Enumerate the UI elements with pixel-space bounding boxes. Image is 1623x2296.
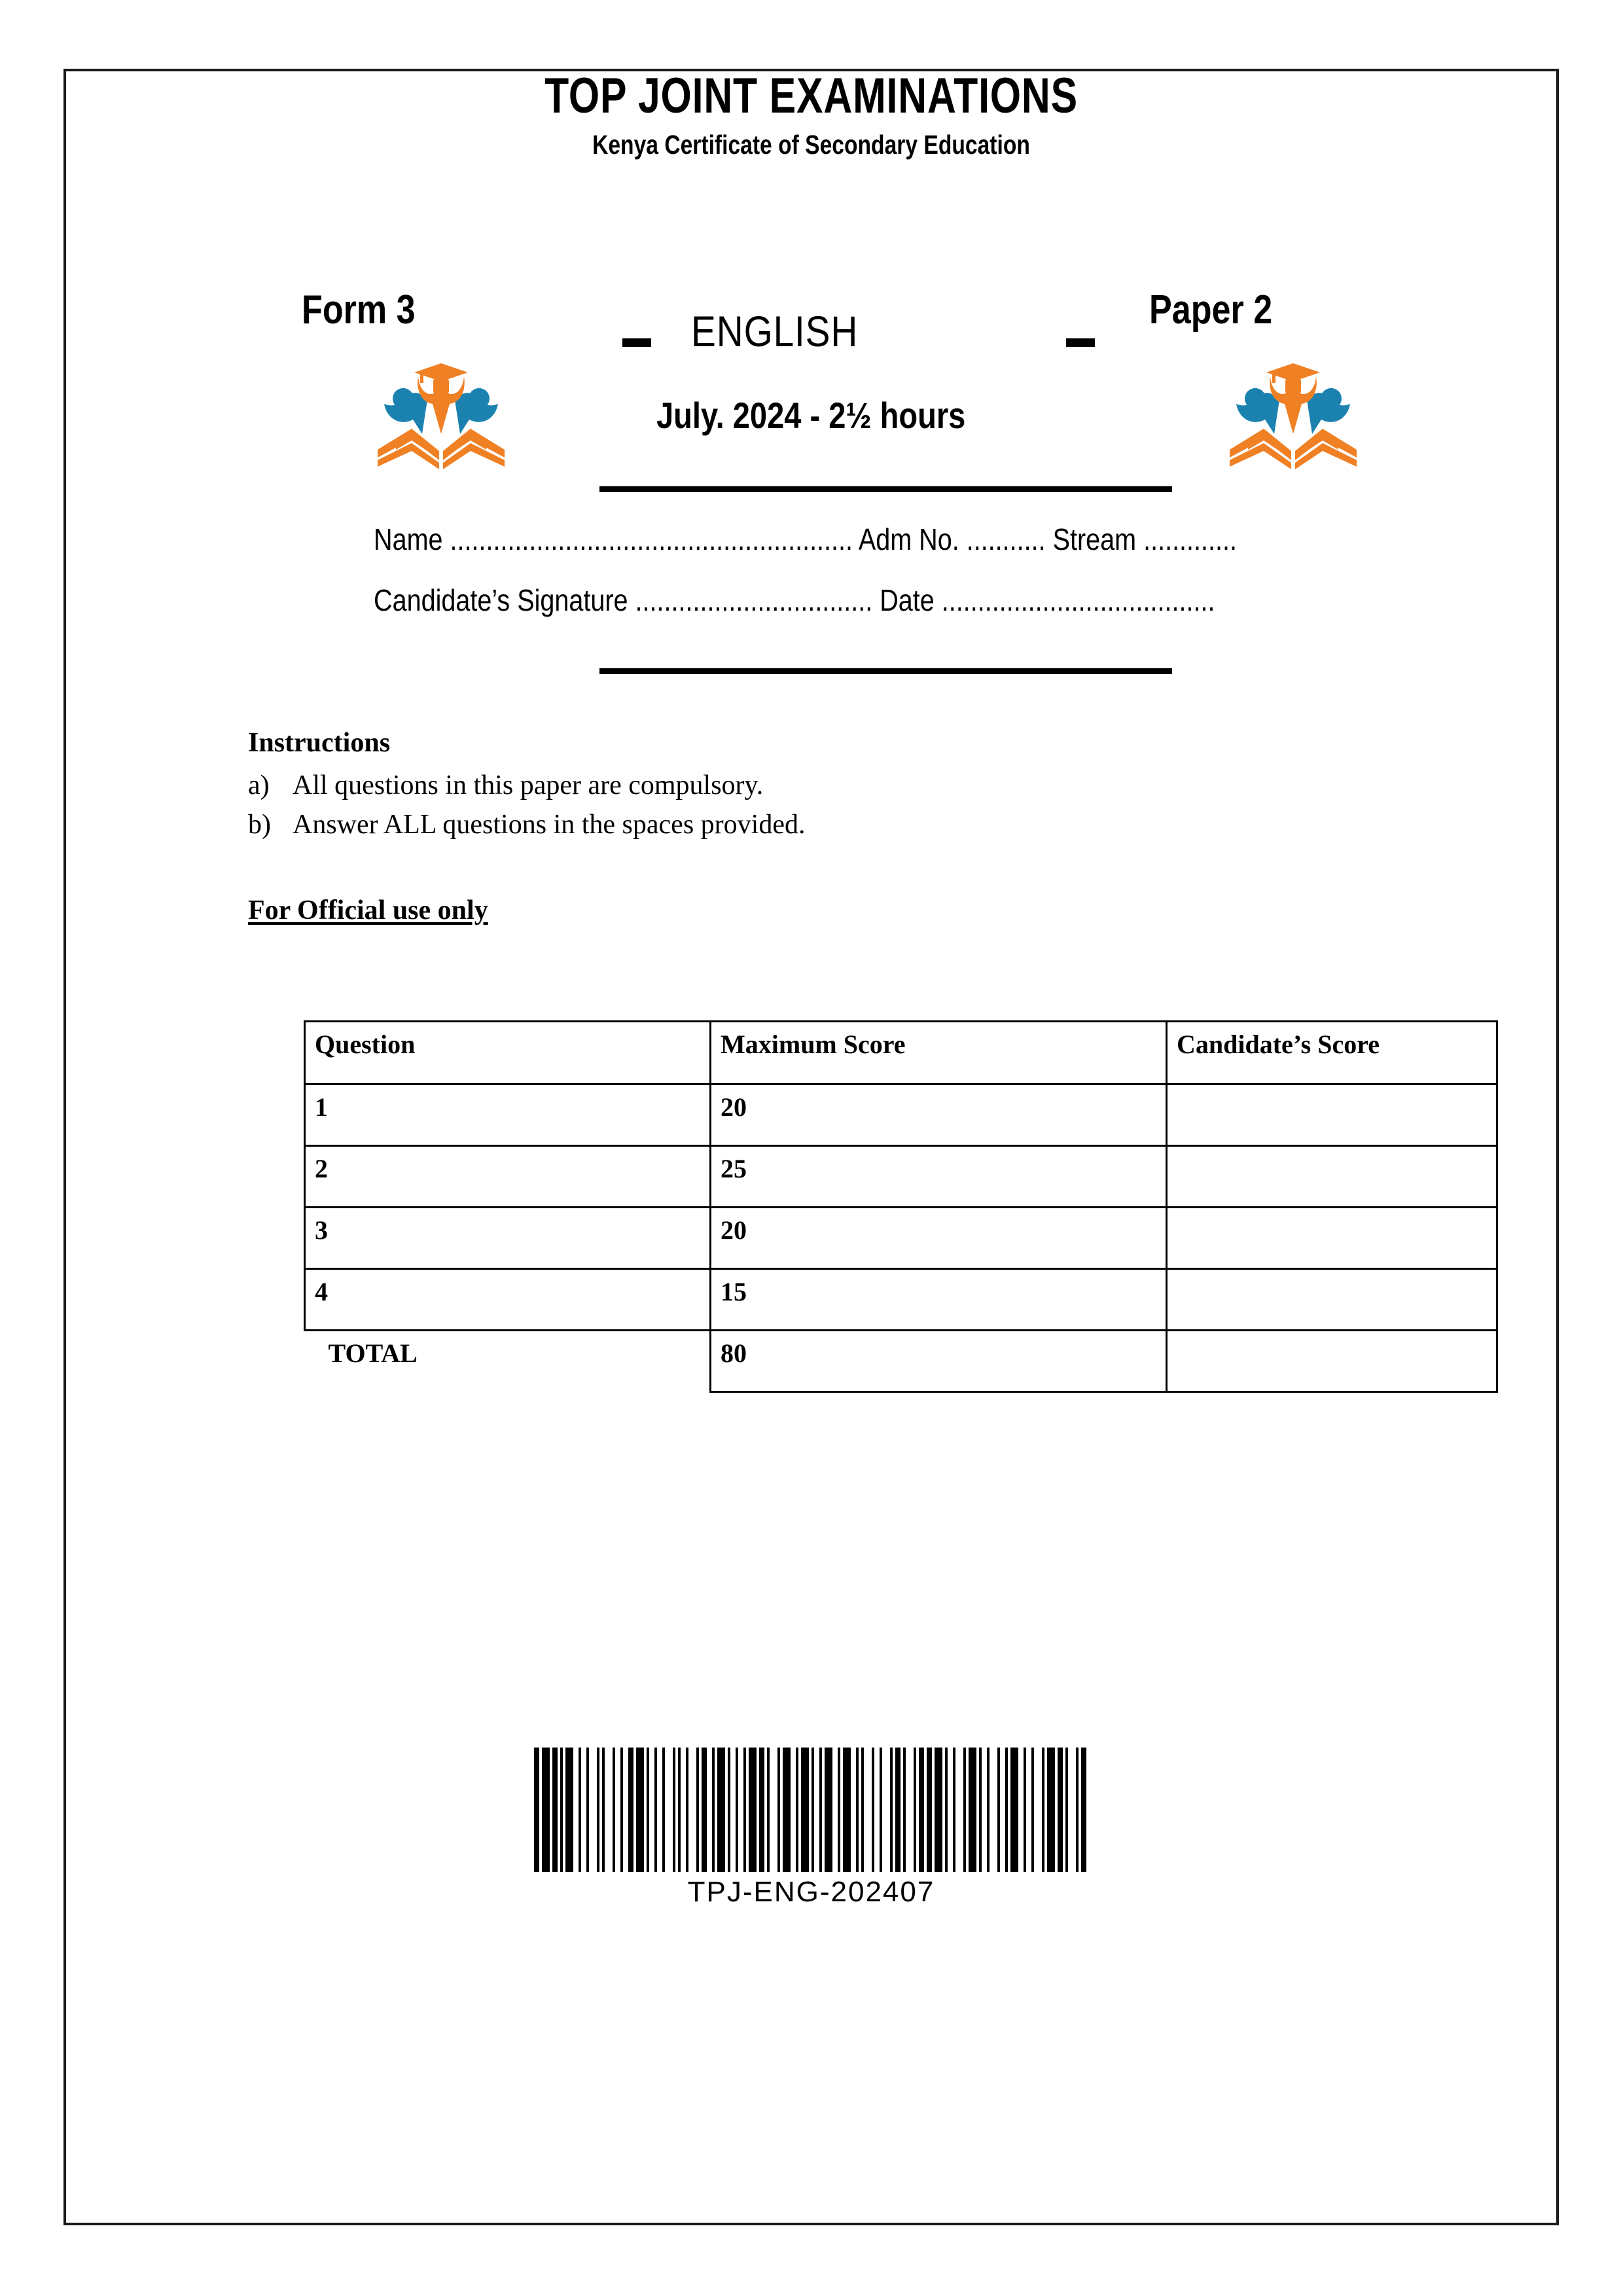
barcode-block	[66, 1739, 1556, 1909]
column-header-candidate-score: Candidate’s Score	[1167, 1022, 1497, 1085]
instructions-heading: Instructions	[248, 728, 391, 758]
cell-total-candidate-score[interactable]	[1167, 1331, 1497, 1392]
candidate-signature-line[interactable]	[374, 585, 1352, 615]
exam-title: TOP JOINT EXAMINATIONS	[544, 68, 1078, 124]
candidate-signature-line-text: Candidate’s Signature ................................. Date ......................................	[374, 583, 1215, 617]
cell-total-maximum-score: 80	[711, 1331, 1167, 1392]
exam-header	[66, 68, 1556, 160]
official-score-table	[304, 1020, 1498, 1393]
table-row	[305, 1269, 1497, 1331]
paper-label: Paper 2	[1149, 287, 1273, 332]
table-row	[305, 1208, 1497, 1269]
instruction-text: Answer ALL questions in the spaces provided.	[293, 810, 806, 840]
cell-question: 2	[305, 1146, 711, 1208]
cell-candidate-score[interactable]	[1167, 1146, 1497, 1208]
date-duration-text: July. 2024 - 2½ hours	[656, 395, 966, 436]
official-use-heading: For Official use only	[248, 895, 488, 925]
instruction-marker: b)	[248, 810, 271, 840]
cell-maximum-score: 20	[711, 1085, 1167, 1146]
header-rule-top	[599, 486, 1172, 492]
cell-candidate-score[interactable]	[1167, 1085, 1497, 1146]
cell-question: 4	[305, 1269, 711, 1331]
form-label: Form 3	[302, 287, 416, 332]
exam-subtitle: Kenya Certificate of Secondary Education	[592, 130, 1030, 160]
subject-label: ENGLISH	[691, 307, 859, 355]
column-header-maximum-score: Maximum Score	[711, 1022, 1167, 1085]
barcode-value: TPJ-ENG-202407	[687, 1876, 935, 1908]
date-duration	[66, 397, 1556, 434]
cell-question: 3	[305, 1208, 711, 1269]
cell-question: 1	[305, 1085, 711, 1146]
column-header-question: Question	[305, 1022, 711, 1085]
instruction-marker: a)	[248, 770, 270, 800]
header-rule-bottom	[599, 668, 1172, 674]
instruction-item	[248, 766, 1295, 806]
barcode-image	[534, 1748, 1089, 1872]
table-row	[305, 1085, 1497, 1146]
dash-left-icon	[622, 338, 651, 347]
cell-total-label: TOTAL	[305, 1331, 711, 1392]
instruction-item	[248, 805, 1295, 845]
cell-maximum-score: 15	[711, 1269, 1167, 1331]
instruction-text: All questions in this paper are compulsory.	[293, 770, 764, 800]
table-total-row	[305, 1331, 1497, 1392]
dash-right-icon	[1066, 338, 1095, 347]
cell-candidate-score[interactable]	[1167, 1208, 1497, 1269]
cell-maximum-score: 20	[711, 1208, 1167, 1269]
page-border-frame	[63, 69, 1559, 2225]
table-header-row	[305, 1022, 1497, 1085]
candidate-name-line-text: Name ........................................................ Adm No. ........... Stream .............	[374, 522, 1237, 556]
cell-maximum-score: 25	[711, 1146, 1167, 1208]
candidate-name-line[interactable]	[374, 524, 1378, 554]
table-row	[305, 1146, 1497, 1208]
instructions-block	[248, 726, 1295, 845]
cell-candidate-score[interactable]	[1167, 1269, 1497, 1331]
